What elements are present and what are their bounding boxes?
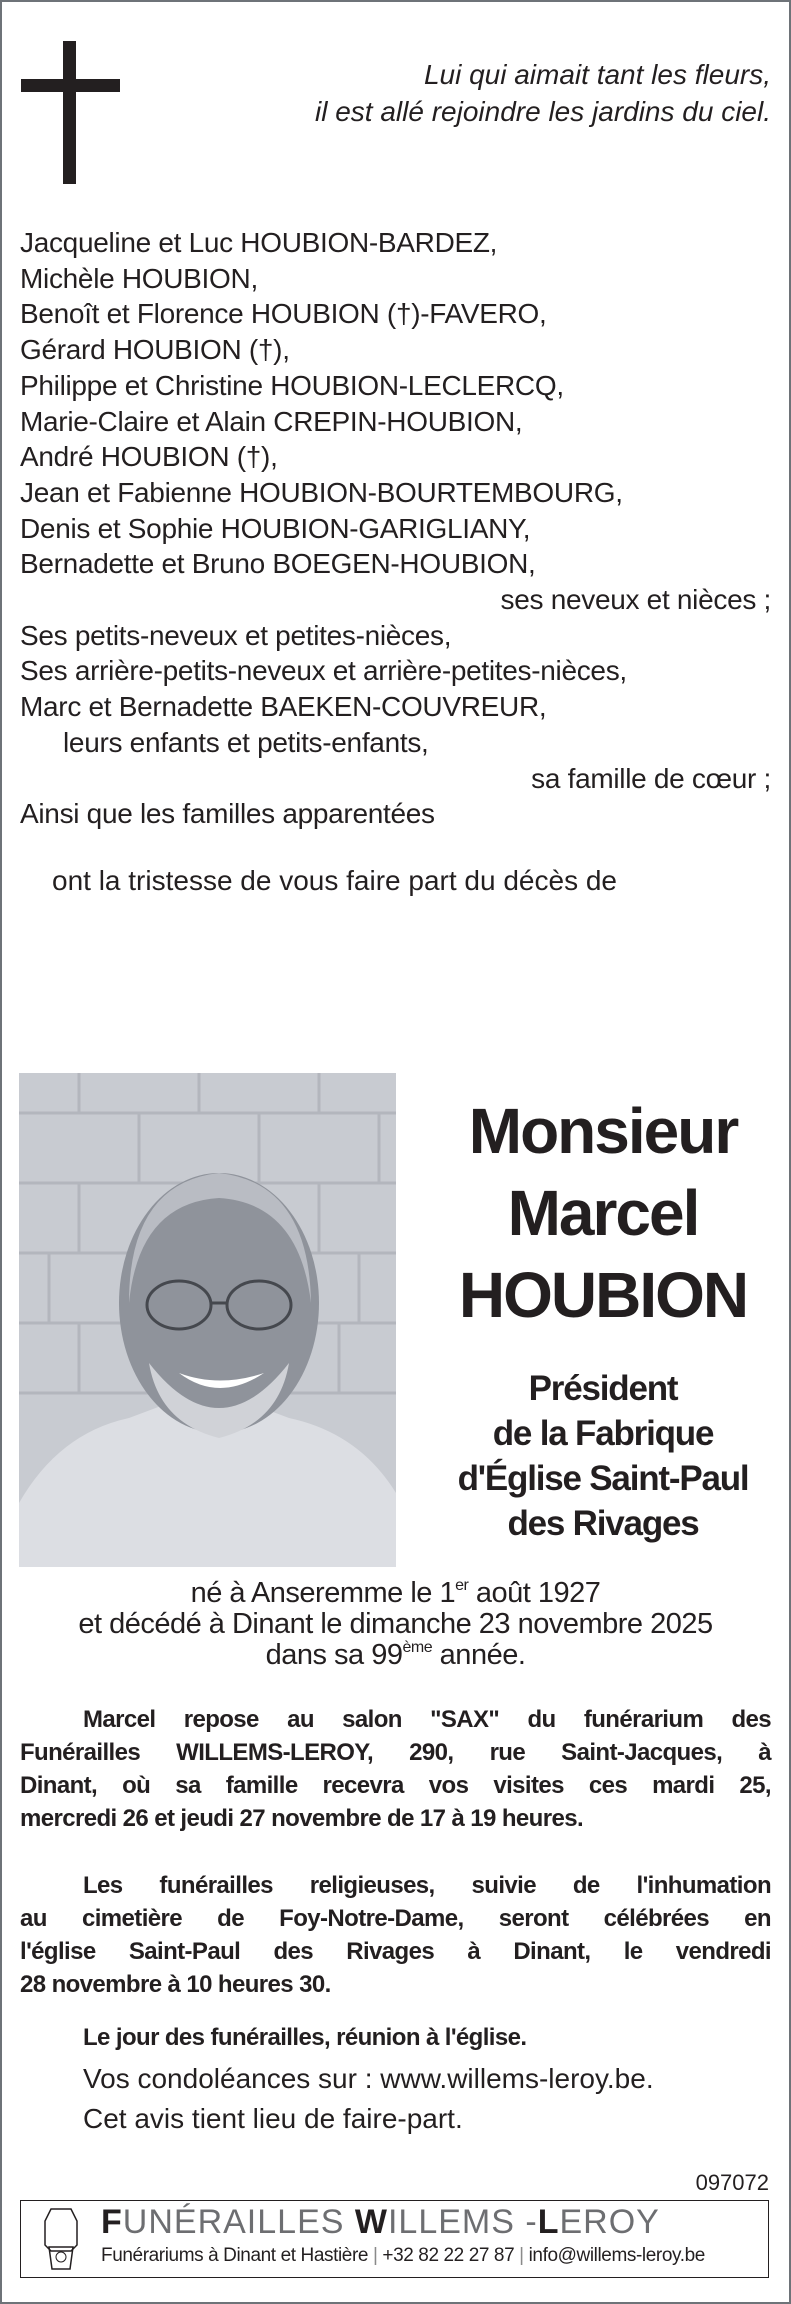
quote-line: il est allé rejoindre les jardins du ciel. [315,96,771,127]
contact-line: Funérariums à Dinant et Hastière | +32 82 22 27 87 | info@willems-leroy.be [101,2245,705,2266]
meeting-text: Le jour des funérailles, réunion à l'église. [83,2024,527,2051]
funeral-home-banner [20,2200,769,2278]
announcement: ont la tristesse de vous faire part du décès de [52,865,617,896]
brand-text: ILLEMS - [387,2203,538,2241]
paragraph-line: au cimetière de Foy-Notre-Dame, seront célébrées en [20,1905,771,1932]
family-line: Jacqueline et Luc HOUBION-BARDEZ, [20,227,498,258]
family-line: Marc et Bernadette BAEKEN-COUVREUR, [20,691,547,723]
age-sup: ème [402,1639,433,1656]
role-line: Président [528,1369,678,1408]
urn-logo-icon [43,2207,79,2271]
cross-vertical [63,41,76,184]
age-tail: année. [432,1639,526,1671]
family-line: Ses petits-neveux et petites-nièces, [20,619,452,651]
family-line: Gérard HOUBION (†), [20,334,290,366]
birth-date: août 1927 [468,1577,601,1609]
family-line: sa famille de cœur ; [531,762,771,794]
birth-sup: er [455,1577,469,1594]
family-line: Bernadette et Bruno BOEGEN-HOUBION, [20,548,536,580]
birth-line [20,1578,771,1609]
brand-letter: L [537,2203,560,2241]
condolences-text: Vos condoléances sur : www.willems-leroy.be. [83,2063,654,2094]
paragraph-line: l'église Saint-Paul des Rivages à Dinant, le vendredi [20,1938,771,1965]
brand-text: UNÉRAILLES [122,2203,355,2241]
paragraph-line: Dinant, où sa famille recevra vos visites ces mardi 25, [20,1772,771,1799]
family-line: Benoît et Florence HOUBION (†)-FAVERO, [20,298,547,330]
notice-text: Cet avis tient lieu de faire-part. [83,2103,463,2134]
brand-letter: W [354,2203,388,2241]
paragraph-line: mercredi 26 et jeudi 27 novembre de 17 à 19 heures. [20,1805,584,1832]
role-line: d'Église Saint-Paul [457,1459,749,1498]
paragraph-line: Les funérailles religieuses, suivie de l'inhumation [83,1872,771,1899]
portrait-photo [19,1073,396,1567]
deceased-title: Monsieur [468,1095,738,1167]
paragraph-line: 28 novembre à 10 heures 30. [20,1971,331,1998]
deceased-name [415,1090,791,1336]
epitaph-quote [315,56,771,130]
family-line: Denis et Sophie HOUBION-GARIGLIANY, [20,512,531,544]
brand-name [101,2203,660,2242]
role-line: des Rivages [507,1504,699,1543]
birth-text: né à Anseremme le 1 [190,1577,456,1609]
family-line: Philippe et Christine HOUBION-LECLERCQ, [20,369,564,401]
quote-line: Lui qui aimait tant les fleurs, [423,59,771,90]
deceased-first-name: Marcel [507,1177,699,1249]
ad-reference-code: 097072 [695,2170,769,2195]
brand-letter: F [101,2203,123,2241]
family-line: Ses arrière-petits-neveux et arrière-petites-nièces, [20,655,627,687]
family-list [20,225,771,832]
age-text: dans sa 99 [265,1639,403,1671]
age-line [20,1640,771,1671]
paragraph-line: Marcel repose au salon "SAX" du funérarium des [83,1706,771,1733]
family-line: Marie-Claire et Alain CREPIN-HOUBION, [20,405,523,437]
funeral-home-locations: Funérariums à Dinant et Hastière [101,2245,369,2266]
family-line: ses neveux et nièces ; [500,584,771,616]
cross-horizontal [21,79,120,92]
phone-number[interactable]: +32 82 22 27 87 [382,2245,515,2266]
family-line: Michèle HOUBION, [20,262,258,294]
role-line: de la Fabrique [492,1414,714,1453]
death-line: et décédé à Dinant le dimanche 23 novembre 2025 [78,1608,713,1640]
deceased-last-name: HOUBION [458,1259,748,1331]
family-line: Ainsi que les familles apparentées [20,798,435,830]
funeral-paragraph [20,1869,771,2001]
life-dates [20,1578,771,1671]
family-line: leurs enfants et petits-enfants, [63,726,429,758]
paragraph-line: Funérailles WILLEMS-LEROY, 290, rue Saint-Jacques, à [20,1739,771,1766]
family-line: André HOUBION (†), [20,441,278,473]
visitation-paragraph [20,1703,771,1835]
brand-text: EROY [559,2203,660,2241]
meeting-note [83,2021,526,2054]
deceased-role [415,1366,791,1546]
family-line: Jean et Fabienne HOUBION-BOURTEMBOURG, [20,476,623,508]
email-address[interactable]: info@willems-leroy.be [528,2245,705,2266]
